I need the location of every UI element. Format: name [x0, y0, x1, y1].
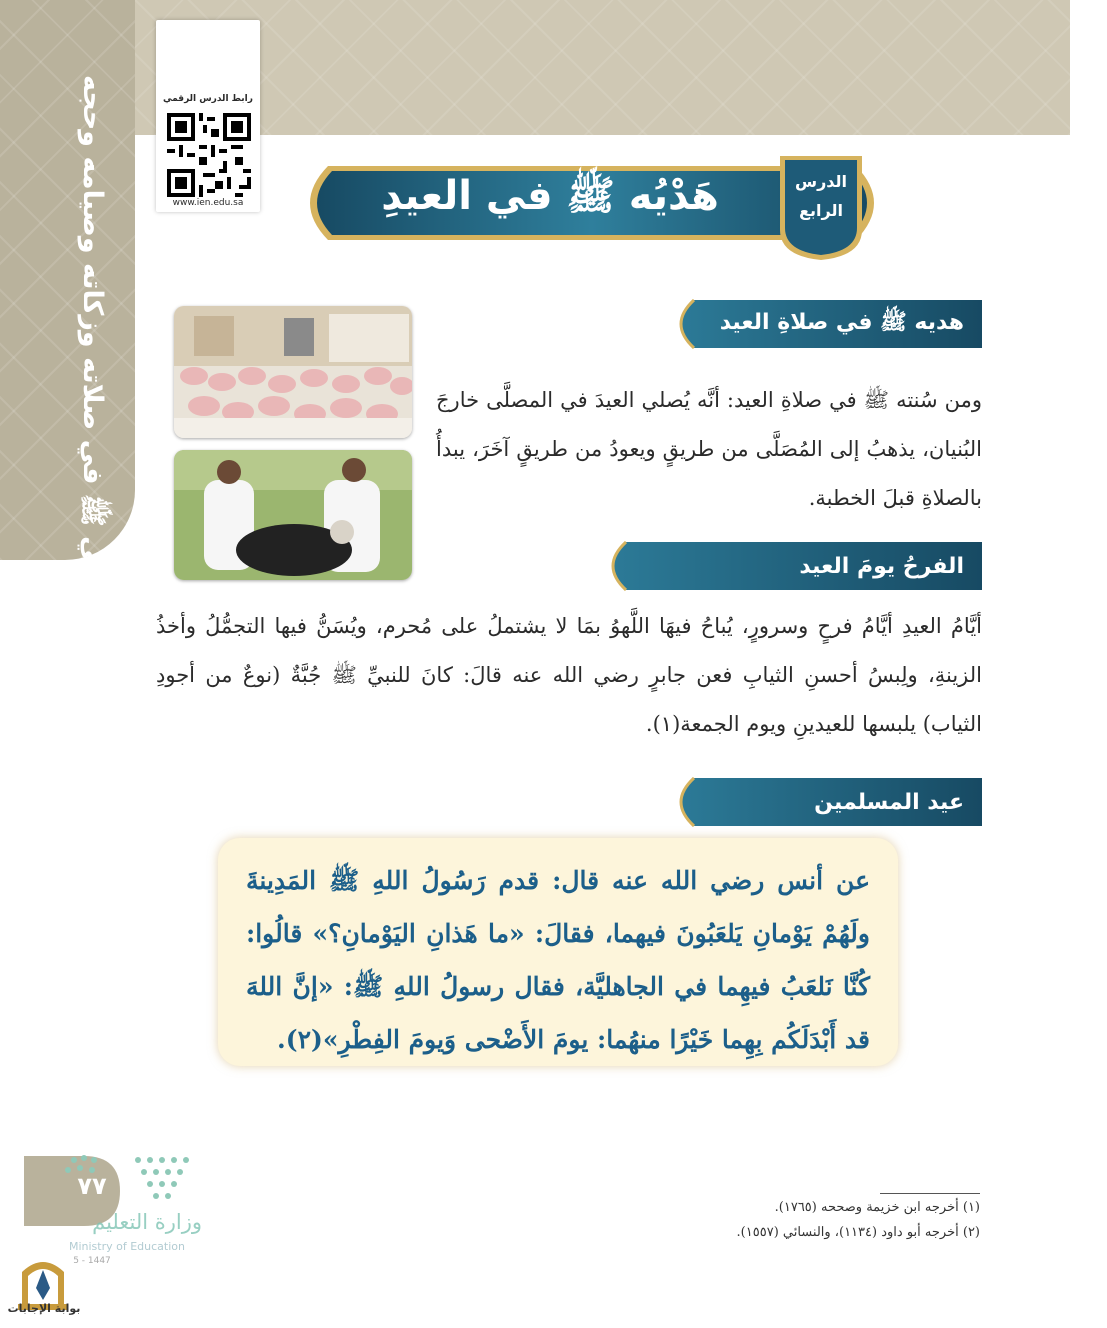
qr-title: رابط الدرس الرقمي: [163, 94, 253, 104]
lesson-title: هَدْيُه ﷺ في العيدِ: [381, 173, 719, 219]
ministry-year: 5 - 1447: [73, 1256, 111, 1266]
section-title-prayer: هديه ﷺ في صلاةِ العيد: [719, 310, 964, 335]
lesson-ordinal: الرابع: [799, 201, 843, 220]
qr-code-icon[interactable]: [167, 113, 251, 197]
footnote-1: (١) أخرجه ابن خزيمة وصححه (١٧٦٥).: [774, 1200, 980, 1215]
ministry-name-arabic: وزارة التعليم: [92, 1210, 202, 1234]
section-title-muslim-eid: عيد المسلمين: [814, 789, 964, 815]
page-number: ٧٧: [77, 1172, 107, 1200]
qr-card[interactable]: [156, 20, 260, 212]
eid-prayer-photo: [174, 306, 412, 438]
unit-side-label: النبي ﷺ في صلاته وزكاته وصيامه وحجه: [77, 75, 108, 605]
qr-url[interactable]: www.ien.edu.sa: [172, 198, 244, 208]
eid-children-image: [174, 450, 412, 580]
footnote-2: (٢) أخرجه أبو داود (١١٣٤)، والنسائي (١٥٥٧).: [736, 1225, 980, 1240]
eid-prayer-image: [174, 306, 412, 438]
section-title-joy: الفرحُ يومَ العيد: [799, 553, 964, 579]
lesson-label: الدرس: [794, 172, 848, 191]
paragraph-eid-joy: أيَّامُ العيدِ أيَّامُ فرحٍ وسرورٍ، يُباحُ فيهَا اللَّهوُ بمَا لا يشتملُ على مُحرم، ويُسَنُّ فيها التجمُّلُ وأخذُ الزينةِ، ولِبسُ أحسنِ الثيابِ فعن جابرٍ رضي الله عنه قالَ: كانَ للنبيِّ ﷺ جُبَّةٌ (نوعٌ من أجودِ الثياب) يلبسها للعيدينِ ويوم الجمعة(١).: [156, 614, 982, 736]
ministry-name-english: Ministry of Education: [68, 1240, 185, 1253]
eid-children-photo: [174, 450, 412, 580]
paragraph-eid-prayer: ومن سُنته ﷺ في صلاةِ العيد: أنَّه يُصلي العيدَ في المصلَّى خارجَ البُنيان، يذهبُ إلى المُصَلَّى من طريقٍ ويعودُ من طريقٍ آخَرَ، يبدأُ بالصلاةِ قبلَ الخطبة.: [436, 388, 982, 510]
portal-label[interactable]: بوابة الإجابات: [7, 1302, 81, 1315]
hadith-text: عن أنس رضي الله عنه قال: قدم رَسُولُ اللهِ ﷺ المَدِينةَ ولَهُمْ يَوْمانِ يَلعَبُونَ فيهما، فقالَ: «ما هَذانِ اليَوْمانِ؟» قالُوا: كُنَّا نَلعَبُ فيهِما في الجاهليَّة، فقال رسولُ اللهِ ﷺ: «إنَّ اللهَ قد أَبْدَلَكُم بِهِما خَيْرًا منهُما: يومَ الأَضْحى وَيومَ الفِطْرِ»(٢).: [246, 866, 870, 1054]
ministry-dots-icon: [130, 1152, 196, 1208]
footnote-divider: [880, 1193, 980, 1194]
